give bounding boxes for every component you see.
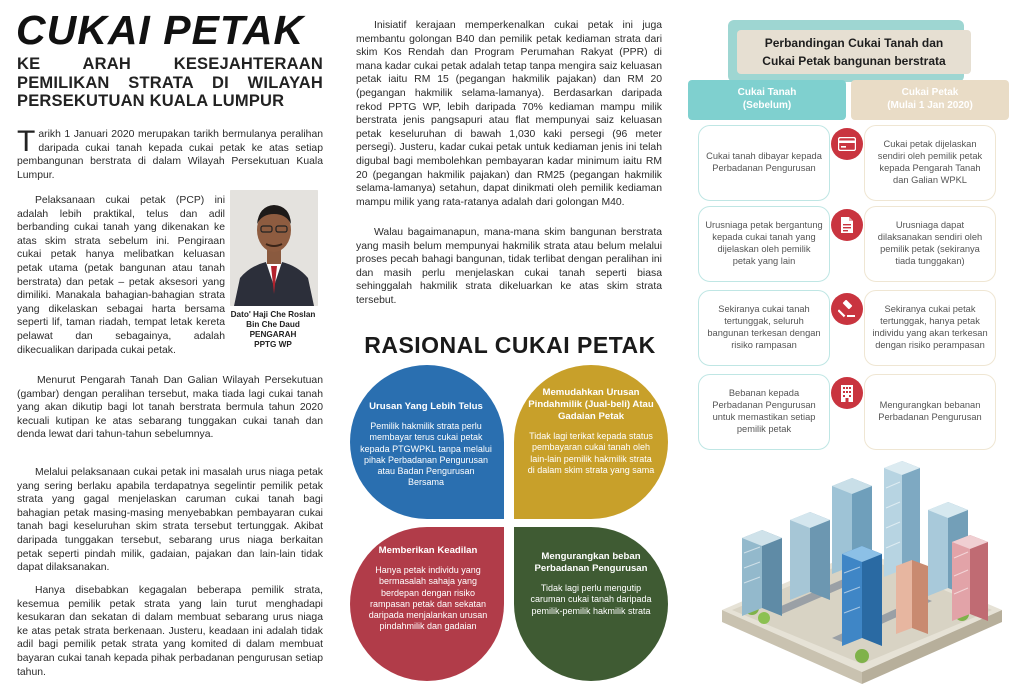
quadrant-title: Mengurangkan beban Perbadanan Pengurusan xyxy=(534,551,648,574)
paragraph-pcp: Pelaksanaan cukai petak (PCP) ini adalah lebih praktikal, telus dan adil berbanding cukai tanah yang dikenakan ke atas skim strata sebelum ini. Pengiraan cukai petak hanya melibatkan keluasan petak utama (petak bangunan atau tanah berstrata) dan petak – petak aksesori yang dimiliki. Manakala bahagian-bahagian strata yang dikelaskan sebagai harta bersama seperti lif, taman riadah, tempat letak kereta pelawat dan sebagainya, adalah dikecualikan daripada cukai petak. xyxy=(17,195,225,356)
photo-caption xyxy=(223,310,323,350)
quadrant-title: Memberikan Keadilan xyxy=(378,545,478,556)
paragraph-keadilan: Hanya disebabkan kegagalan beberapa pemilik strata, kesemua pemilik petak strata yang lain turut menghadapi kesukaran dan sekatan di dalam membuat sebarang urus niaga ke atas petak strata berkenaan. Justeru, keadaan ini adalah tidak adil bagi pemilik petak strata yang komited di dalam membuat bayaran cukai tanah kepada pihak perbadanan pengurusan setiap tahun. xyxy=(17,585,323,678)
subtitle: KE ARAH KESEJAHTERAAN PEMILIKAN STRATA DI WILAYAH PERSEKUTUAN KUALA LUMPUR xyxy=(17,55,323,110)
caption-role: PENGARAH xyxy=(249,330,297,339)
comparison-cell-left: Bebanan kepada Perbadanan Pengurusan untuk memastikan setiap pemilik petak xyxy=(698,374,830,450)
quadrant-body: Tidak lagi perlu mengutip caruman cukai tanah daripada pemilik-pemilik hakmilik strata xyxy=(530,583,652,616)
caption-name: Dato' Haji Che Roslan xyxy=(230,310,316,319)
credit-card-icon xyxy=(831,128,863,160)
director-photo xyxy=(230,190,318,306)
quadrant-body: Tidak lagi terikat kepada status pembayaran cukai tanah oleh lain-lain pemilik hakmilik strata di dalam skim strata yang sama xyxy=(527,431,655,475)
comparison-title-line1: Perbandingan Cukai Tanah dan xyxy=(764,36,944,50)
caption-dept: PPTG WP xyxy=(254,340,292,349)
drop-cap: T xyxy=(17,125,36,158)
paragraph-walau: Walau bagaimanapun, mana-mana skim bangunan berstrata yang masih belum mempunyai hakmilik strata atau belum melalui proses pecah bahagi bangunan, tidak terlibat dengan peralihan ini dan masih perlu menjelaskan cukai tanah seperti biasa sehinggalah hakmilik strata dikeluarkan ke atas skim strata tersebut. xyxy=(356,227,662,306)
column-header-sub: (Sebelum) xyxy=(742,100,792,111)
document-icon xyxy=(831,209,863,241)
paragraph-director: Menurut Pengarah Tanah Dan Galian Wilayah Persekutuan (gambar) dengan peralihan tersebut, maka tiada lagi cukai tanah yang akan dikutip bagi lot tanah berstrata bermula tahun 2020 kecuali kutipan ke atas sebarang tunggakan cukai tanah dan denda lewat dari tahun-tahun sebelumnya. xyxy=(17,375,323,441)
comparison-cell-right: Urusniaga dapat dilaksanakan sendiri oleh pemilik petak (sekiranya tiada tunggakan) xyxy=(864,206,996,282)
comparison-title xyxy=(737,30,971,74)
comparison-title-line2: Cukai Petak bangunan berstrata xyxy=(762,54,946,68)
paragraph-urusniaga: Melalui pelaksanaan cukai petak ini masalah urus niaga petak yang sering berlaku apabila terdapatnya segelintir pemilik petak strata yang gagal menjelaskan caruman cukai tanah bagi bahagian petak masing-masing menyebabkan pembayaran cukai tanah bagi keseluruhan skim strata tersebut tertunggak. Akibat daripada tunggakan tersebut, sebarang urus niaga berkaitan petak seperti pindah milik, gadaian, pajakan dan lain-lain tidak dapat dilaksanakan. xyxy=(17,467,323,574)
paragraph-b40: Inisiatif kerajaan memperkenalkan cukai petak ini juga membantu golongan B40 dan pemilik petak kediaman strata dari skim Kos Rendah dan Program Perumahan Rakyat (PPR) di mana kadar cukai petak adalah tetap tanpa mengira saiz keluasan petak iaitu RM 15 (pegangan hakmilik pajakan) dan RM 20 (pegangan hakmilik selama-lamanya). Berdasarkan daripada rekod PPTG WP, lebih daripada 70% kediaman mampu milik berstrata jenis pangsapuri atau flat mempunyai saiz keluasan petak keseluruhan di bawah 1,030 kaki persegi (96 meter persegi). Justeru, kadar cukai petak untuk kediaman jenis ini telah digubal bagi membolehkan pembayaran kadar minimum iaitu RM 20 (pegangan hakmilik pajakan) dan RM25 (pegangan hakmilik selama-lamanya) setahun, dapat dinikmati oleh pemilik kediaman mampu milik yang rata-ratanya adalah dari golongan M40. xyxy=(356,20,662,208)
comparison-cell-right: Mengurangkan bebanan Perbadanan Pengurusan xyxy=(864,374,996,450)
rational-quadrant-keadilan xyxy=(350,527,504,681)
rational-quadrant-pindahmilik xyxy=(514,365,668,519)
lede-paragraph xyxy=(17,125,323,182)
comparison-cell-left: Sekiranya cukai tanah tertunggak, seluruh bangunan terkesan dengan risiko rampasan xyxy=(698,290,830,366)
quadrant-body: Hanya petak individu yang bermasalah sahaja yang berdepan dengan risiko rampasan petak dan sekatan daripada menjalankan urusan pindahmilik dan gadaian xyxy=(368,565,488,632)
quadrant-title: Memudahkan Urusan Pindahmilik (Jual-beli) Atau Gadaian Petak xyxy=(528,387,654,422)
city-buildings-illustration xyxy=(712,458,1010,694)
caption-name-2: Bin Che Daud xyxy=(246,320,300,329)
comparison-cell-right: Cukai petak dijelaskan sendiri oleh pemilik petak kepada Pengarah Tanah dan Galian WPKL xyxy=(864,125,996,201)
comparison-cell-left: Cukai tanah dibayar kepada Perbadanan Pengurusan xyxy=(698,125,830,201)
quadrant-body: Pemilik hakmilik strata perlu membayar terus cukai petak kepada PTGWPKL tanpa melalui pihak Perbadanan Pengurusan atau Badan Pengurusan Bersama xyxy=(360,421,492,488)
comparison-cell-right: Sekiranya cukai petak tertunggak, hanya petak individu yang akan terkesan dengan risiko perampasan xyxy=(864,290,996,366)
building-icon xyxy=(831,377,863,409)
rational-quadrant-beban xyxy=(514,527,668,681)
quadrant-title: Urusan Yang Lebih Telus xyxy=(369,401,483,412)
rational-title: RASIONAL CUKAI PETAK xyxy=(364,332,656,358)
column-header-label: Cukai Petak xyxy=(901,87,959,98)
column-header-cukai-tanah xyxy=(688,80,846,120)
column-header-label: Cukai Tanah xyxy=(737,87,797,98)
main-title: CUKAI PETAK xyxy=(16,7,305,53)
column-header-cukai-petak xyxy=(851,80,1009,120)
rational-quadrant-telus xyxy=(350,365,504,519)
comparison-cell-left: Urusniaga petak bergantung kepada cukai tanah yang dijelaskan oleh pemilik petak yang lain xyxy=(698,206,830,282)
lede-text: arikh 1 Januari 2020 merupakan tarikh bermulanya peralihan daripada cukai tanah kepada cukai petak ke atas setiap pembangunan berstrata di dalam Wilayah Persekutuan Kuala Lumpur. xyxy=(17,129,323,181)
column-header-sub: (Mulai 1 Jan 2020) xyxy=(887,100,973,111)
gavel-icon xyxy=(831,293,863,325)
